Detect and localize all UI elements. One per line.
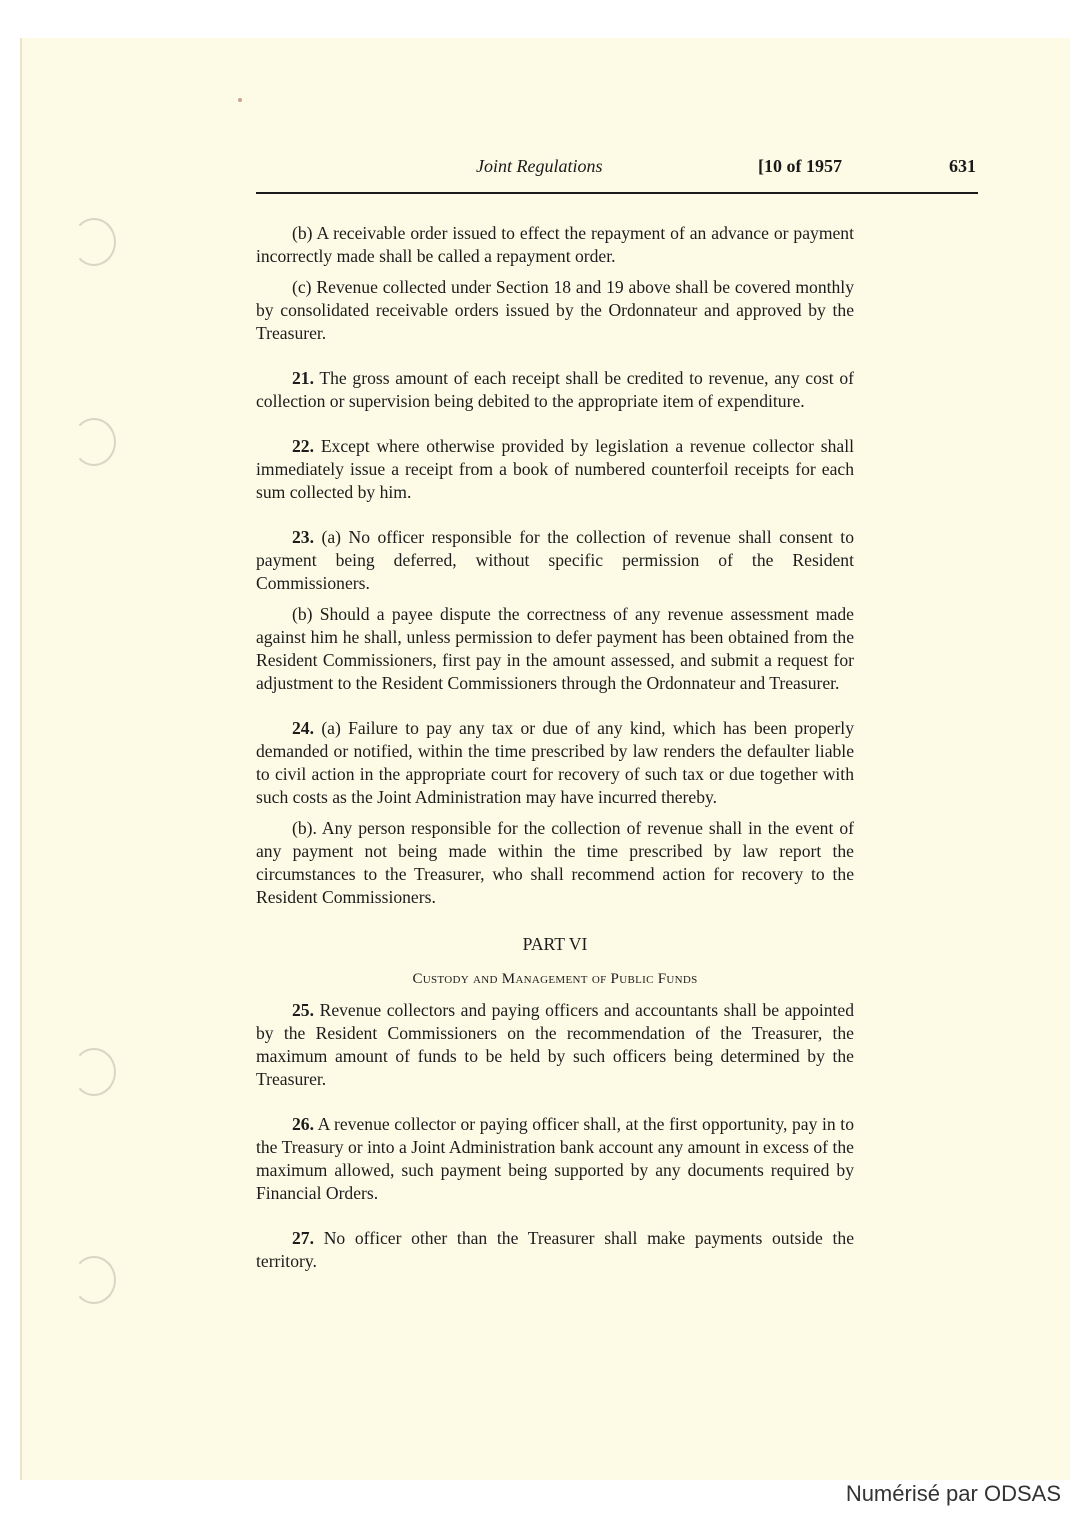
digitization-watermark: Numérisé par ODSAS	[845, 1481, 1061, 1506]
section-number: 24.	[292, 718, 314, 738]
header-rule	[256, 192, 978, 194]
section-number: 25.	[292, 1000, 314, 1020]
section-number: 22.	[292, 436, 314, 456]
paragraph-23a: 23. (a) No officer responsible for the collection of revenue shall consent to payment being deferred, without specific permission of the Resident Commissioners.	[256, 527, 854, 593]
running-title: Joint Regulations	[476, 156, 603, 176]
paragraph-27: 27. No officer other than the Treasurer shall make payments outside the territory.	[256, 1228, 854, 1271]
act-reference: [10 of 1957	[758, 156, 842, 176]
section-number: 26.	[292, 1114, 314, 1134]
paragraph-25: 25. Revenue collectors and paying officers and accountants shall be appointed by the Resident Commissioners on the recommendation of the Treasurer, the maximum amount of funds to be held by such officers being determined by the Treasurer.	[256, 1000, 854, 1089]
punch-hole-2	[72, 418, 116, 466]
section-number: 27.	[292, 1228, 314, 1248]
punch-hole-1	[72, 218, 116, 266]
paragraph-20c: (c) Revenue collected under Section 18 and 19 above shall be covered monthly by consolidated receivable orders issued by the Ordonnateur and approved by the Treasurer.	[256, 277, 854, 343]
part-subheading: Custody and Management of Public Funds	[412, 971, 698, 987]
punch-hole-5	[72, 1256, 116, 1304]
paragraph-24a: 24. (a) Failure to pay any tax or due of any kind, which has been properly demanded or notified, within the time prescribed by law renders the defaulter liable to civil action in the appropriate court for recovery of such tax or due together with such costs as the Joint Administration may have incurred thereby.	[256, 718, 854, 807]
section-number: 23.	[292, 527, 314, 547]
running-header	[256, 156, 978, 180]
ink-dot	[238, 98, 242, 102]
paragraph-22: 22. Except where otherwise provided by legislation a revenue collector shall immediately issue a receipt from a book of numbered counterfoil receipts for each sum collected by him.	[256, 436, 854, 502]
section-number: 21.	[292, 368, 314, 388]
paragraph-26: 26. A revenue collector or paying officer shall, at the first opportunity, pay in to the Treasury or into a Joint Administration bank account any amount in excess of the maximum allowed, such payment being supported by any documents required by Financial Orders.	[256, 1114, 854, 1203]
paragraph-24b: (b). Any person responsible for the collection of revenue shall in the event of any payment not being made within the time prescribed by law report the circumstances to the Treasurer, who shall recommend action for recovery to the Resident Commissioners.	[256, 818, 854, 907]
paragraph-23b: (b) Should a payee dispute the correctness of any revenue assessment made against him he shall, unless permission to defer payment has been obtained from the Resident Commissioners, first pay in the amount assessed, and submit a request for adjustment to the Resident Commissioners through the Ordonnateur and Treasurer.	[256, 604, 854, 693]
body-text	[256, 222, 854, 1273]
punch-hole-3	[72, 1048, 116, 1096]
paragraph-21: 21. The gross amount of each receipt shall be credited to revenue, any cost of collection or supervision being debited to the appropriate item of expenditure.	[256, 368, 854, 411]
page-number: 631	[949, 156, 976, 176]
part-heading: PART VI	[522, 934, 588, 954]
paragraph-20b: (b) A receivable order issued to effect the repayment of an advance or payment incorrectly made shall be called a repayment order.	[256, 223, 854, 266]
